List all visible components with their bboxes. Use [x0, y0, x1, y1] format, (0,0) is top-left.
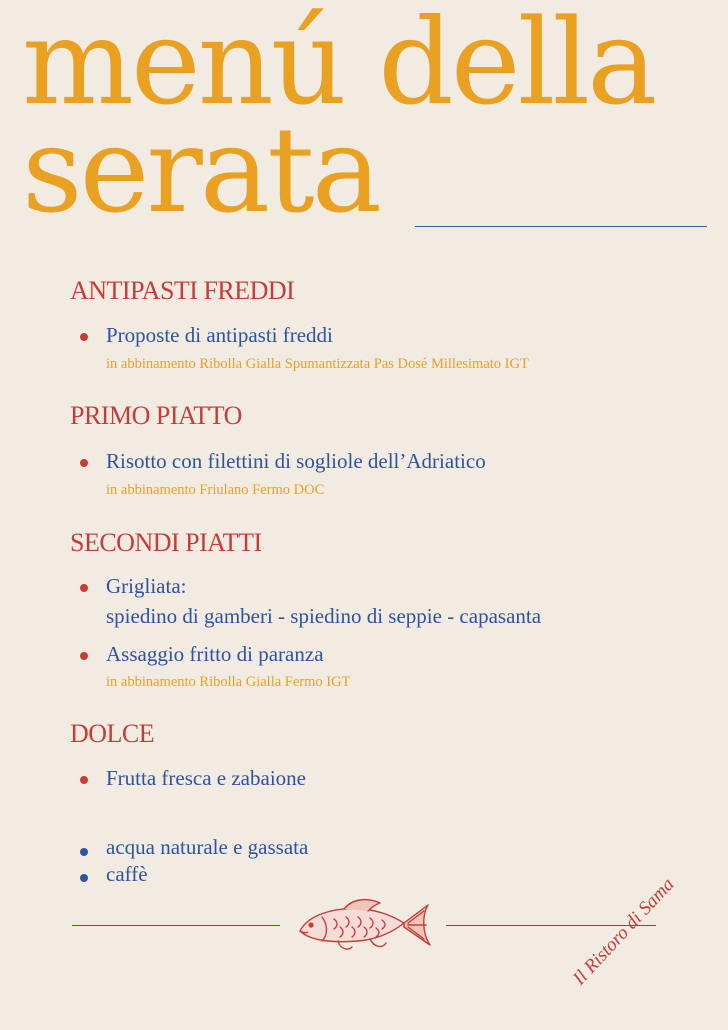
extra-caffe: caffè	[106, 862, 148, 886]
section-title-secondi: SECONDI PIATTI	[70, 528, 262, 557]
dish-grigliata: Grigliata:	[106, 574, 187, 598]
bullet	[80, 459, 88, 467]
wine-pairing-secondi: in abbinamento Ribolla Gialla Fermo IGT	[106, 674, 351, 690]
dish-grigliata-detail: spiedino di gamberi - spiedino di seppie - capasanta	[106, 604, 542, 628]
dish-fritto: Assaggio fritto di paranza	[106, 642, 324, 666]
dish-primo: Risotto con filettini di sogliole dell’Adriatico	[106, 449, 486, 473]
bullet	[80, 874, 88, 882]
dish-antipasti: Proposte di antipasti freddi	[106, 323, 333, 347]
dish-dolce: Frutta fresca e zabaione	[106, 766, 306, 790]
section-title-primo: PRIMO PIATTO	[70, 401, 242, 430]
section-title-dolce: DOLCE	[70, 719, 155, 748]
bullet	[80, 333, 88, 341]
menu-title	[22, 0, 655, 239]
extra-acqua: acqua naturale e gassata	[106, 835, 309, 859]
wine-pairing-antipasti: in abbinamento Ribolla Gialla Spumantizzata Pas Dosé Millesimato IGT	[106, 356, 529, 372]
menu-title-line2: serata	[22, 101, 379, 239]
footer-divider-left	[72, 925, 280, 926]
section-title-antipasti: ANTIPASTI FREDDI	[70, 276, 295, 305]
bullet	[80, 848, 88, 856]
fish-icon	[294, 893, 434, 955]
menu-title-line1: menú della	[22, 0, 655, 131]
bullet	[80, 584, 88, 592]
bullet	[80, 776, 88, 784]
bullet	[80, 652, 88, 660]
restaurant-signature: Il Ristoro di Sama	[568, 873, 679, 990]
title-divider	[415, 226, 707, 227]
wine-pairing-primo: in abbinamento Friulano Fermo DOC	[106, 482, 325, 498]
